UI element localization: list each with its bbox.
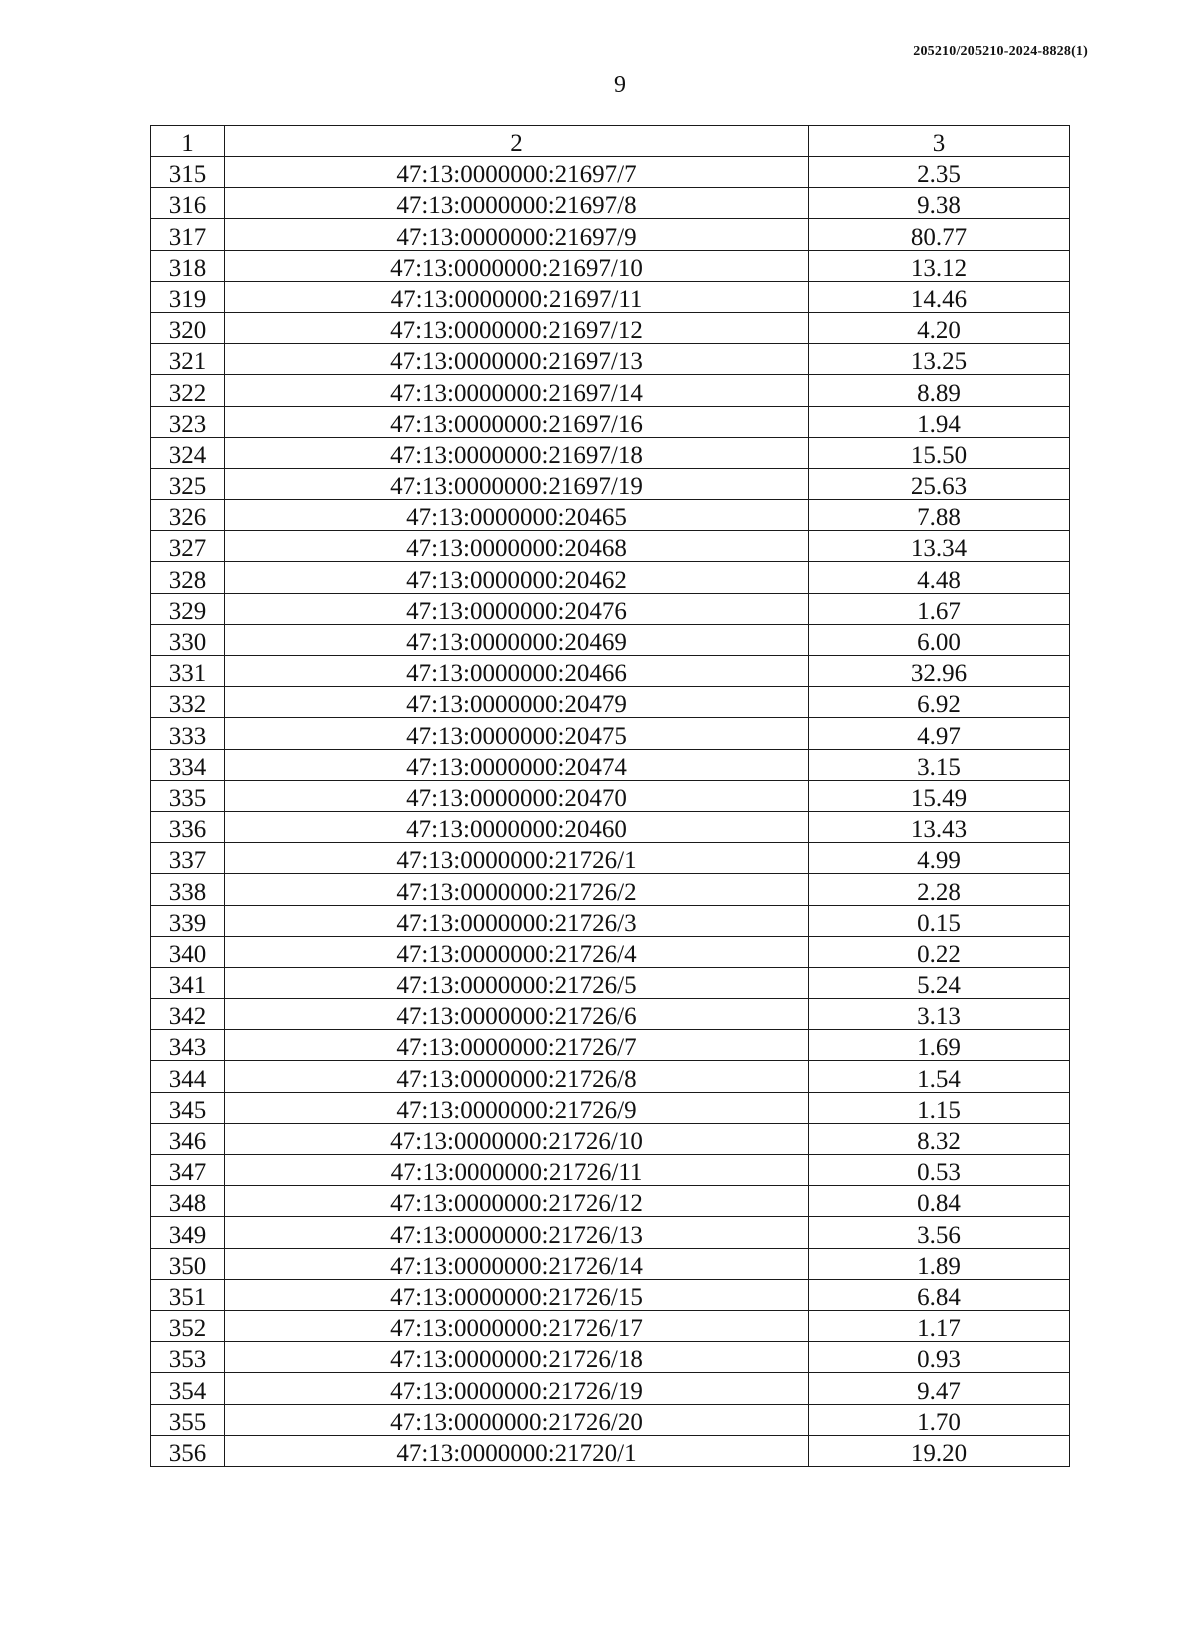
- cadastral-number-cell: 47:13:0000000:21720/1: [225, 1435, 809, 1466]
- cadastral-number-cell: 47:13:0000000:20470: [225, 780, 809, 811]
- cadastral-number-cell: 47:13:0000000:20465: [225, 500, 809, 531]
- table-row: [151, 780, 1070, 811]
- cadastral-number-cell: 47:13:0000000:21726/9: [225, 1092, 809, 1123]
- row-number-cell: 344: [151, 1061, 225, 1092]
- table-row: [151, 749, 1070, 780]
- cadastral-number-cell: 47:13:0000000:21726/14: [225, 1248, 809, 1279]
- row-number-cell: 343: [151, 1030, 225, 1061]
- cadastral-number-cell: 47:13:0000000:20462: [225, 562, 809, 593]
- area-value-cell: 15.50: [809, 437, 1070, 468]
- table-row: [151, 1342, 1070, 1373]
- cadastral-number-cell: 47:13:0000000:20475: [225, 718, 809, 749]
- row-number-cell: 352: [151, 1310, 225, 1341]
- row-number-cell: 353: [151, 1342, 225, 1373]
- table-row: [151, 1373, 1070, 1404]
- area-value-cell: 0.93: [809, 1342, 1070, 1373]
- area-value-cell: 13.12: [809, 250, 1070, 281]
- row-number-cell: 348: [151, 1186, 225, 1217]
- cadastral-number-cell: 47:13:0000000:20476: [225, 593, 809, 624]
- area-value-cell: 80.77: [809, 219, 1070, 250]
- area-value-cell: 1.89: [809, 1248, 1070, 1279]
- column-header-1: 1: [151, 126, 225, 157]
- cadastral-number-cell: 47:13:0000000:21726/13: [225, 1217, 809, 1248]
- row-number-cell: 336: [151, 811, 225, 842]
- row-number-cell: 337: [151, 843, 225, 874]
- table-row: [151, 936, 1070, 967]
- row-number-cell: 331: [151, 656, 225, 687]
- cadastral-number-cell: 47:13:0000000:21726/18: [225, 1342, 809, 1373]
- table-row: [151, 1279, 1070, 1310]
- table-row: [151, 1217, 1070, 1248]
- table-row: [151, 718, 1070, 749]
- table-row: [151, 1404, 1070, 1435]
- area-value-cell: 6.00: [809, 624, 1070, 655]
- cadastral-number-cell: 47:13:0000000:21726/6: [225, 999, 809, 1030]
- table-row: [151, 656, 1070, 687]
- area-value-cell: 1.69: [809, 1030, 1070, 1061]
- row-number-cell: 356: [151, 1435, 225, 1466]
- cadastral-number-cell: 47:13:0000000:21726/11: [225, 1155, 809, 1186]
- table-row: [151, 905, 1070, 936]
- area-value-cell: 8.32: [809, 1123, 1070, 1154]
- area-value-cell: 2.35: [809, 157, 1070, 188]
- table-row: [151, 967, 1070, 998]
- cadastral-number-cell: 47:13:0000000:21726/1: [225, 843, 809, 874]
- area-value-cell: 4.48: [809, 562, 1070, 593]
- area-value-cell: 3.15: [809, 749, 1070, 780]
- area-value-cell: 9.38: [809, 188, 1070, 219]
- table-row: [151, 375, 1070, 406]
- row-number-cell: 328: [151, 562, 225, 593]
- cadastral-number-cell: 47:13:0000000:21697/9: [225, 219, 809, 250]
- area-value-cell: 1.54: [809, 1061, 1070, 1092]
- table-row: [151, 1061, 1070, 1092]
- table-row: [151, 1248, 1070, 1279]
- area-value-cell: 0.84: [809, 1186, 1070, 1217]
- area-value-cell: 1.67: [809, 593, 1070, 624]
- area-value-cell: 4.99: [809, 843, 1070, 874]
- row-number-cell: 329: [151, 593, 225, 624]
- area-value-cell: 15.49: [809, 780, 1070, 811]
- table-header-row: [151, 126, 1070, 157]
- table-row: [151, 437, 1070, 468]
- area-value-cell: 7.88: [809, 500, 1070, 531]
- row-number-cell: 334: [151, 749, 225, 780]
- area-value-cell: 2.28: [809, 874, 1070, 905]
- table-row: [151, 1186, 1070, 1217]
- area-value-cell: 0.15: [809, 905, 1070, 936]
- cadastral-number-cell: 47:13:0000000:21697/10: [225, 250, 809, 281]
- row-number-cell: 316: [151, 188, 225, 219]
- area-value-cell: 13.34: [809, 531, 1070, 562]
- area-value-cell: 14.46: [809, 281, 1070, 312]
- table-row: [151, 811, 1070, 842]
- table-row: [151, 219, 1070, 250]
- area-value-cell: 32.96: [809, 656, 1070, 687]
- row-number-cell: 320: [151, 312, 225, 343]
- area-value-cell: 4.97: [809, 718, 1070, 749]
- row-number-cell: 338: [151, 874, 225, 905]
- cadastral-number-cell: 47:13:0000000:21697/13: [225, 344, 809, 375]
- cadastral-number-cell: 47:13:0000000:20474: [225, 749, 809, 780]
- cadastral-number-cell: 47:13:0000000:21726/2: [225, 874, 809, 905]
- cadastral-number-cell: 47:13:0000000:20479: [225, 687, 809, 718]
- cadastral-number-cell: 47:13:0000000:21697/11: [225, 281, 809, 312]
- cadastral-number-cell: 47:13:0000000:21697/7: [225, 157, 809, 188]
- cadastral-number-cell: 47:13:0000000:21697/12: [225, 312, 809, 343]
- area-value-cell: 3.13: [809, 999, 1070, 1030]
- area-value-cell: 4.20: [809, 312, 1070, 343]
- row-number-cell: 342: [151, 999, 225, 1030]
- parcel-table: [150, 125, 1070, 1467]
- table-row: [151, 468, 1070, 499]
- table-row: [151, 188, 1070, 219]
- cadastral-number-cell: 47:13:0000000:21726/20: [225, 1404, 809, 1435]
- row-number-cell: 351: [151, 1279, 225, 1310]
- row-number-cell: 317: [151, 219, 225, 250]
- area-value-cell: 6.92: [809, 687, 1070, 718]
- cadastral-number-cell: 47:13:0000000:20460: [225, 811, 809, 842]
- row-number-cell: 349: [151, 1217, 225, 1248]
- table-row: [151, 157, 1070, 188]
- table-header: [151, 126, 1070, 157]
- row-number-cell: 323: [151, 406, 225, 437]
- cadastral-number-cell: 47:13:0000000:21726/7: [225, 1030, 809, 1061]
- cadastral-number-cell: 47:13:0000000:21726/15: [225, 1279, 809, 1310]
- row-number-cell: 346: [151, 1123, 225, 1154]
- table-row: [151, 312, 1070, 343]
- row-number-cell: 347: [151, 1155, 225, 1186]
- cadastral-number-cell: 47:13:0000000:20469: [225, 624, 809, 655]
- area-value-cell: 19.20: [809, 1435, 1070, 1466]
- table-row: [151, 281, 1070, 312]
- table-row: [151, 500, 1070, 531]
- table-row: [151, 250, 1070, 281]
- area-value-cell: 9.47: [809, 1373, 1070, 1404]
- area-value-cell: 1.15: [809, 1092, 1070, 1123]
- row-number-cell: 339: [151, 905, 225, 936]
- table-row: [151, 1310, 1070, 1341]
- cadastral-number-cell: 47:13:0000000:21726/19: [225, 1373, 809, 1404]
- page-number: 9: [614, 72, 626, 98]
- table-row: [151, 687, 1070, 718]
- row-number-cell: 345: [151, 1092, 225, 1123]
- cadastral-number-cell: 47:13:0000000:20466: [225, 656, 809, 687]
- area-value-cell: 1.17: [809, 1310, 1070, 1341]
- area-value-cell: 13.43: [809, 811, 1070, 842]
- row-number-cell: 315: [151, 157, 225, 188]
- table-row: [151, 344, 1070, 375]
- area-value-cell: 3.56: [809, 1217, 1070, 1248]
- table-row: [151, 874, 1070, 905]
- table-row: [151, 999, 1070, 1030]
- cadastral-number-cell: 47:13:0000000:21726/8: [225, 1061, 809, 1092]
- column-header-2: 2: [225, 126, 809, 157]
- row-number-cell: 354: [151, 1373, 225, 1404]
- area-value-cell: 25.63: [809, 468, 1070, 499]
- cadastral-number-cell: 47:13:0000000:21726/12: [225, 1186, 809, 1217]
- area-value-cell: 0.53: [809, 1155, 1070, 1186]
- table-row: [151, 531, 1070, 562]
- table-row: [151, 562, 1070, 593]
- area-value-cell: 5.24: [809, 967, 1070, 998]
- cadastral-number-cell: 47:13:0000000:21697/16: [225, 406, 809, 437]
- table-row: [151, 1155, 1070, 1186]
- table-body: [151, 157, 1070, 1467]
- table-row: [151, 1030, 1070, 1061]
- area-value-cell: 1.94: [809, 406, 1070, 437]
- table-row: [151, 593, 1070, 624]
- table-row: [151, 1123, 1070, 1154]
- area-value-cell: 1.70: [809, 1404, 1070, 1435]
- row-number-cell: 340: [151, 936, 225, 967]
- row-number-cell: 327: [151, 531, 225, 562]
- table-row: [151, 1435, 1070, 1466]
- cadastral-number-cell: 47:13:0000000:21697/18: [225, 437, 809, 468]
- document-reference-number: 205210/205210-2024-8828(1): [913, 44, 1088, 59]
- row-number-cell: 322: [151, 375, 225, 406]
- row-number-cell: 332: [151, 687, 225, 718]
- cadastral-number-cell: 47:13:0000000:21726/5: [225, 967, 809, 998]
- cadastral-number-cell: 47:13:0000000:21697/14: [225, 375, 809, 406]
- row-number-cell: 335: [151, 780, 225, 811]
- cadastral-number-cell: 47:13:0000000:21726/4: [225, 936, 809, 967]
- cadastral-number-cell: 47:13:0000000:21697/8: [225, 188, 809, 219]
- area-value-cell: 13.25: [809, 344, 1070, 375]
- row-number-cell: 324: [151, 437, 225, 468]
- row-number-cell: 330: [151, 624, 225, 655]
- row-number-cell: 333: [151, 718, 225, 749]
- row-number-cell: 325: [151, 468, 225, 499]
- row-number-cell: 318: [151, 250, 225, 281]
- row-number-cell: 326: [151, 500, 225, 531]
- table-row: [151, 406, 1070, 437]
- row-number-cell: 319: [151, 281, 225, 312]
- cadastral-number-cell: 47:13:0000000:20468: [225, 531, 809, 562]
- cadastral-number-cell: 47:13:0000000:21726/17: [225, 1310, 809, 1341]
- row-number-cell: 341: [151, 967, 225, 998]
- area-value-cell: 6.84: [809, 1279, 1070, 1310]
- row-number-cell: 355: [151, 1404, 225, 1435]
- cadastral-number-cell: 47:13:0000000:21697/19: [225, 468, 809, 499]
- row-number-cell: 321: [151, 344, 225, 375]
- area-value-cell: 0.22: [809, 936, 1070, 967]
- cadastral-number-cell: 47:13:0000000:21726/3: [225, 905, 809, 936]
- table-row: [151, 843, 1070, 874]
- row-number-cell: 350: [151, 1248, 225, 1279]
- area-value-cell: 8.89: [809, 375, 1070, 406]
- table-row: [151, 1092, 1070, 1123]
- table-row: [151, 624, 1070, 655]
- column-header-3: 3: [809, 126, 1070, 157]
- cadastral-number-cell: 47:13:0000000:21726/10: [225, 1123, 809, 1154]
